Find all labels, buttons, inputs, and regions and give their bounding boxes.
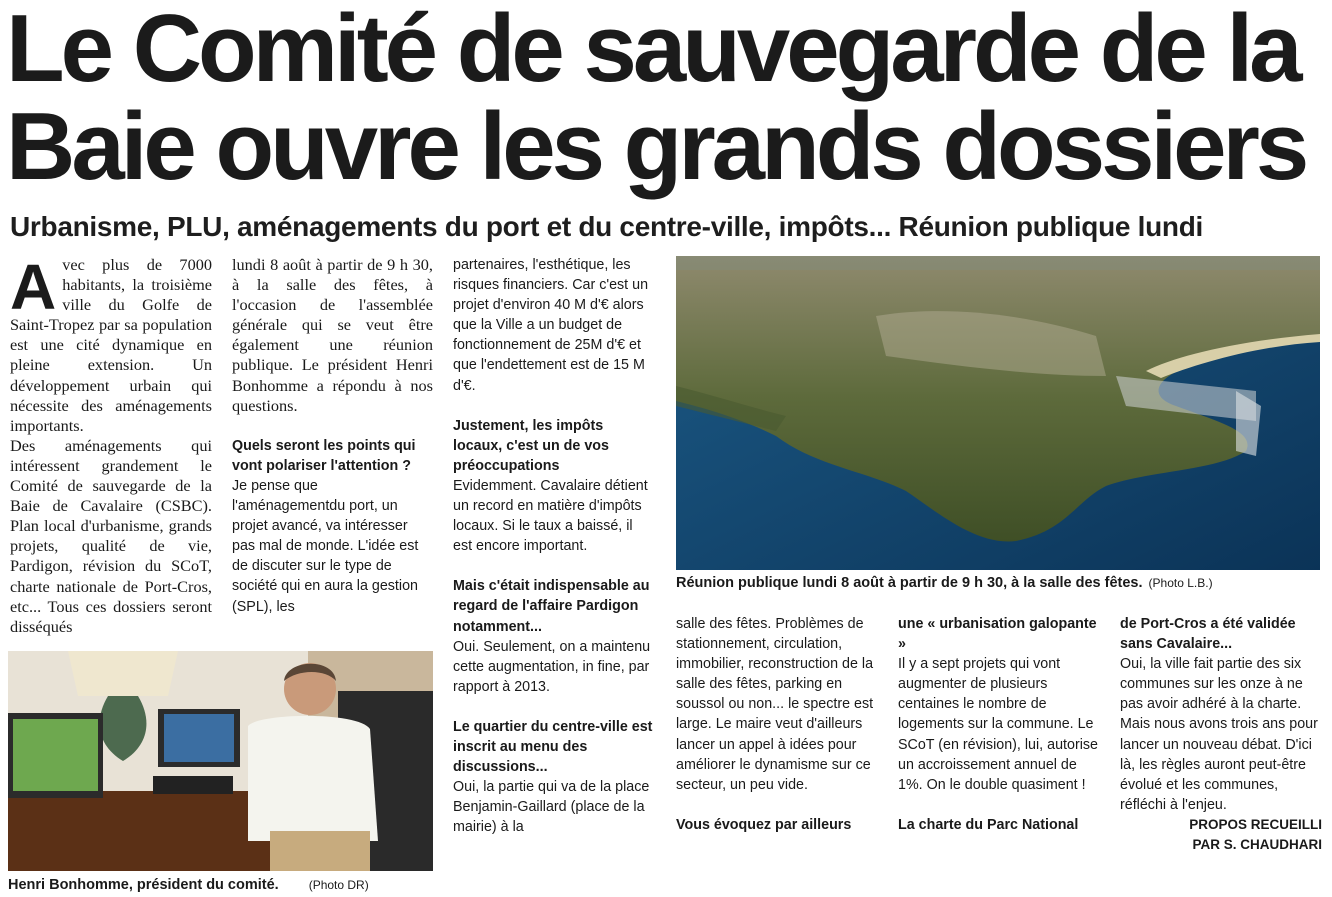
aerial-caption-text: Réunion publique lundi 8 août à partir de 9 h 30, à la salle des fêtes.	[676, 575, 1143, 591]
question-6-end: de Port-Cros a été validée sans Cavalaire...	[1120, 616, 1296, 653]
question-2: Justement, les impôts locaux, c'est un de vos préoccupations	[453, 417, 609, 474]
portrait-photo-credit: (Photo DR)	[308, 878, 369, 892]
column-6	[1120, 614, 1322, 855]
answer-1-continued: partenaires, l'esthétique, les risques financiers. Car c'est un projet d'environ 40 M d'€ alors que la Ville a un budget de fonctionnement de 25M d'€ et que l'endettement est de 15 M d'€.	[453, 257, 649, 394]
headline: Le Comité de sauvegarde de la Baie ouvre les grands dossiers	[6, 0, 1306, 200]
column-5	[898, 614, 1098, 835]
answer-2: Evidemment. Cavalaire détient un record en matière d'impôts locaux. Si le taux a baissé, il est encore important.	[453, 477, 648, 555]
portrait-photo	[8, 651, 433, 871]
intro-paragraph-1	[10, 251, 212, 436]
question-4: Le quartier du centre-ville est inscrit au menu des discussions...	[453, 718, 653, 776]
answer-5: Il y a sept projets qui vont augmenter de plusieurs centaines le nombre de logements sur la commune. Le SCoT (en révision), lui, autorise un accroissement annuel de 1%. On le double quasiment !	[898, 656, 1098, 793]
column-2	[232, 255, 433, 617]
answer-4: Oui, la partie qui va de la place Benjamin-Gaillard (place de la mairie) à la	[453, 779, 650, 836]
intro-paragraph-1-text: vec plus de 7000 habitants, la troisième ville du Golfe de Saint-Tropez par sa population est une cité dynamique en pleine extension. Un développement urbain qui nécessite des aménagements importants.	[10, 255, 212, 435]
aerial-photo-credit: (Photo L.B.)	[1148, 576, 1213, 590]
answer-6: Oui, la ville fait partie des six communes sur les onze à ne pas avoir adhéré à la charte. Mais nous avons trois ans pour lancer un nouveau débat. D'ici là, les règles auront peut-être évolué et les communes, réfléchi à l'enjeu.	[1120, 656, 1318, 813]
column-3	[453, 255, 654, 837]
intro-paragraph-2: Des aménagements qui intéressent grandement le Comité de sauvegarde de la Baie de Cavalaire (CSBC). Plan local d'urbanisme, grands projets, qualité de vie, Pardigon, révision du SCoT, charte nationale de Port-Cros, etc... Tous ces dossiers seront disséqués	[10, 435, 212, 636]
answer-1: Je pense que l'aménagementdu port, un projet avancé, va intéresser pas mal de monde. L'idée est de discuter sur le type de société qui en aura la gestion (SPL), les	[232, 477, 419, 615]
question-3: Mais c'était indispensable au regard de l'affaire Pardigon notamment...	[453, 578, 650, 635]
subheadline: Urbanisme, PLU, aménagements du port et du centre-ville, impôts... Réunion publique lundi	[10, 211, 1203, 242]
answer-4-continued: salle des fêtes. Problèmes de stationnement, circulation, immobilier, reconstruction de la salle des fêtes, parking en soussol ou non... le spectre est large. Le maire veut d'ailleurs lancer un appel à idées pour améliorer le dynamisme sur ce secteur, un peu vide.	[676, 616, 874, 793]
signature-line-1: PROPOS RECUEILLI	[1189, 816, 1322, 832]
column-4	[676, 614, 876, 835]
answer-3: Oui. Seulement, on a maintenu cette augmentation, in fine, par rapport à 2013.	[453, 638, 651, 695]
aerial-photo	[676, 256, 1320, 570]
question-1: Quels seront les points qui vont polariser l'attention ?	[232, 437, 416, 474]
question-5-end: une « urbanisation galopante »	[898, 616, 1097, 653]
aerial-photo-caption	[676, 574, 1213, 592]
aerial-bay-illustration	[676, 256, 1320, 570]
column-1	[10, 251, 212, 637]
signature-line-2: PAR S. CHAUDHARI	[1192, 836, 1322, 852]
question-5-start: Vous évoquez par ailleurs	[676, 816, 852, 833]
portrait-photo-caption	[8, 876, 369, 894]
intro-paragraph-3: lundi 8 août à partir de 9 h 30, à la salle des fêtes, à l'occasion de l'assemblée générale qui se veut être également une réunion publique. Le président Henri Bonhomme a répondu à nos questions.	[232, 255, 433, 415]
question-6-start: La charte du Parc National	[898, 816, 1079, 833]
portrait-illustration	[8, 651, 433, 871]
portrait-caption-text: Henri Bonhomme, président du comité.	[8, 877, 279, 893]
dropcap-letter: A	[10, 251, 57, 323]
